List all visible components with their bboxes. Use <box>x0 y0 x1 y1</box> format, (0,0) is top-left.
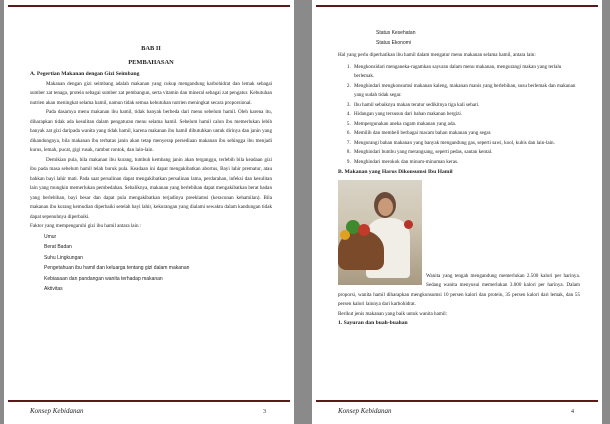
photo-figure-face <box>378 198 393 216</box>
page-footer-title: Konsep Kebidanan <box>338 407 392 415</box>
status-item: Status Kesehatan <box>376 30 416 36</box>
factors-intro: Faktor yang mempengaruhi gizi ibu hamil antara lain : <box>30 223 142 229</box>
section-a-heading: A. Pegertian Makanan dengan Gizi Seimbang <box>30 71 140 77</box>
page-bottom-rule <box>316 400 598 402</box>
paragraph-b: Wanita yang tengah mengandung memerlukan 2.500 kalori per harinya. Sedang wanita menyusui memerlukan 3.000 kalori per harinya. Dalam proporsi, wanita hamil diharapkan mengkonsumsi 10 persen kalori dan protein, 35 persen kalori dari lemak, dan 55 persen kalori lainnya dari karbohidrat. <box>338 272 580 307</box>
photo-apple <box>404 220 413 229</box>
food-item-1: 1. Sayuran dan buah-buahan <box>338 320 408 326</box>
tip-item: 1. Mengkonsidari menganeka-ragamkan sayuran dalam menu makanan, mengurangi makan yang terlalu berlemak. <box>352 63 580 82</box>
page-left-content <box>30 44 272 295</box>
tip-item: 7. Mengurangi bahan makanan yang banyak mengandung gas, seperti sawi, kool, kubis dan lain-lain. <box>352 139 580 149</box>
tip-item: 4. Hidangan yang tersusun dari bahan makanan bergizi. <box>352 110 580 120</box>
tip-item: 2. Menghindari mengkonsumsi makanan kaleng, makanan manis yang berlebihan, susu berlemak dan makanan yang sudah tidak segar. <box>352 82 580 101</box>
chapter-heading: BAB II <box>141 45 161 52</box>
tips-list <box>338 63 580 168</box>
page-number: 4 <box>571 409 574 415</box>
pregnant-woman-photo <box>338 180 422 285</box>
tip-item: 3. Ibu hamil sebaiknya makan teratur sedikitnya tiga kali sehari. <box>352 101 580 111</box>
tip-item: 9. Menghindari merokok dan minum-minuman keras. <box>352 158 580 168</box>
section-b-heading: B. Makanan yang Harus Dikonsumsi Ibu Hamil <box>338 169 453 175</box>
factor-item: Aktivitas <box>44 286 63 293</box>
status-item: Status Ekonomi <box>376 40 412 46</box>
chapter-title: PEMBAHASAN <box>128 58 174 66</box>
page-top-rule <box>8 5 290 7</box>
paragraph-2: Pada dasarnya menu makanan ibu hamil, tidak banyak berbeda dari menu sebelum hamil. Oleh karena itu, diharapkan tidak ada kesulitan dalam pengaturan menu selama hamil. Sebelum hamil calon ibu memerlukan lebih banyak zat gizi daripada wanita yang tidak hamil, karena makanan ibu hamil dibutuhkan untuk dirinya dan janin yang dikandungnya, bila makanan ibu terbatas janin akan tetap menyerap persediaan makanan ibu sehingga ibu menjadi kurus, lemah, pucat, gigi rusak, rambut rontok, dan lain-lain. <box>30 109 272 153</box>
page-bottom-rule <box>8 400 290 402</box>
factor-item: Suhu Lingkungan <box>44 254 83 261</box>
factor-item: Pengetahuan ibu hamil dan keluarga tentang gizi dalam makanan <box>44 265 190 272</box>
tips-intro: Hal yang perlu diperhatikan ibu hamil dalam mengatur menu makanan selama hamil, antara lain: <box>338 52 536 58</box>
tip-item: 6. Memilih dan membeli berbagai macam bahan makanan yang segar. <box>352 129 580 139</box>
factor-item: Berat Badan <box>44 244 72 251</box>
paragraph-1: Makanan dengan gizi seimbang adalah makanan yang cukup mengandung karbohidrat dan lemak sebagai sumber zat tenaga, protein sebagai sumber zat pembangun, serta vitamin dan mineral sebagai zat pengatur. Kebutuhan nutrien akan meningkat selama hamil, namun tidak semua kebutuhan nutrien meningkat secara proporsional. <box>30 80 272 106</box>
page-right-content <box>338 28 580 329</box>
factor-item: Kebiasaan dan pandangan wanita terhadap makanan <box>44 275 163 282</box>
document-page-left <box>4 0 294 424</box>
page-top-rule <box>316 5 598 7</box>
page-number: 3 <box>263 409 266 415</box>
document-page-right <box>312 0 602 424</box>
paragraph-3: Demikian pula, bila makanan ibu kurang, tumbuh kembang janin akan terganggu, terlebih bila keadaan gizi ibu pada masa sebelum hamil telah buruk pula. Keadaan ini dapat mengakibatkan abortus, Bayi lahir prematur, atau bahkan bayi lahir mati. Pada saat persalinan dapat mengakibatkan persalinan lama, perdarahan, infeksi dan kesulitan lain yang mungkin memerlukan pembedahan. Sebaliknya, makanan yang berlebihan dapat mengakibatkan berat badan yang berlebihan, bayi besar dan dapat pula mengakibatkan terjadinya preeklamsi (keracunan kehamilan). Bila makanan ibu kurang kemudian diperbaiki setelah bayi lahir, kekurangan yang dialami sewaktu dalam kandungan tidak dapat sepenuhnya diperbaiki. <box>30 156 272 220</box>
tip-item: 8. Menghindari bumbu yang merangsang, seperti pedas, santan kental. <box>352 148 580 158</box>
factor-item: Umur <box>44 233 57 240</box>
page-footer-title: Konsep Kebidanan <box>30 407 84 415</box>
tip-item: 5. Mempergunakan aneka ragam makanan yang ada. <box>352 120 580 130</box>
photo-vegetable-red <box>358 224 370 236</box>
photo-vegetable-yellow <box>340 230 350 240</box>
food-list-intro: Berikut jenis makanan yang baik untuk wanita hamil: <box>338 310 448 317</box>
